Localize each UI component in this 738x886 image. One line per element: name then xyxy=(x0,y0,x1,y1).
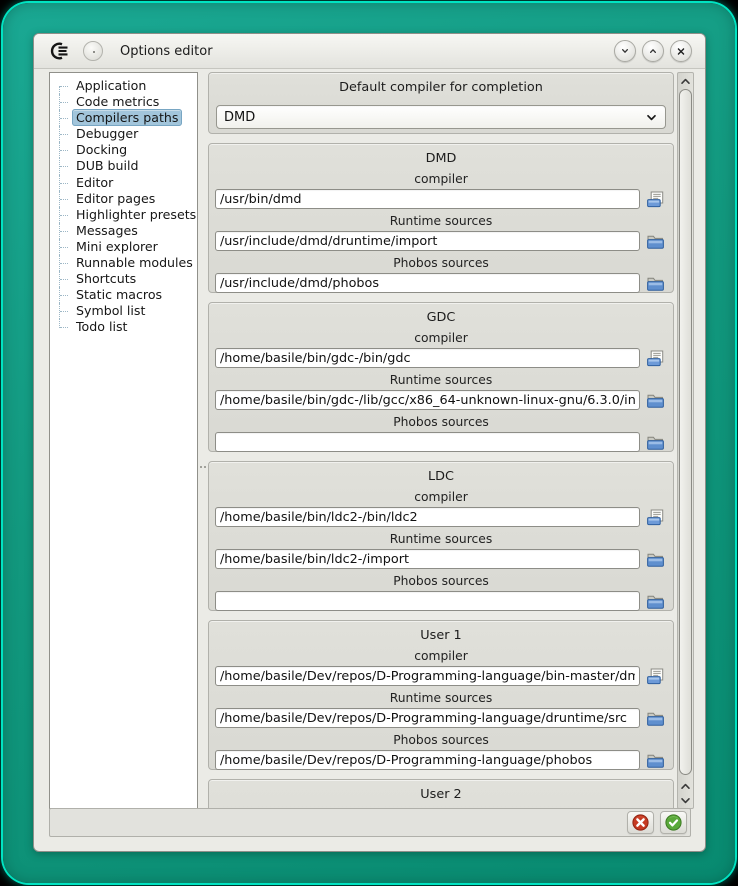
open-folder-icon xyxy=(646,233,665,250)
field-row xyxy=(215,666,667,686)
path-input-runtime-sources[interactable] xyxy=(215,549,640,569)
group-title: LDC xyxy=(428,469,454,484)
panel-splitter[interactable] xyxy=(198,72,208,809)
path-input-compiler[interactable] xyxy=(215,666,640,686)
open-folder-icon xyxy=(646,752,665,769)
field-label-runtime-sources: Runtime sources xyxy=(389,214,493,228)
chevron-down-icon xyxy=(680,796,691,805)
field-row xyxy=(215,390,667,410)
group-gdc xyxy=(208,302,674,452)
path-input-compiler[interactable] xyxy=(215,507,640,527)
open-file-icon xyxy=(646,191,665,208)
browse-folder-button[interactable] xyxy=(643,549,667,569)
group-default-compiler xyxy=(208,72,674,134)
path-input-phobos-sources[interactable] xyxy=(215,750,640,770)
browse-folder-button[interactable] xyxy=(643,273,667,293)
field-label-phobos-sources: Phobos sources xyxy=(393,733,489,747)
sidebar-item-todo-list[interactable] xyxy=(52,319,195,335)
browse-file-button[interactable] xyxy=(643,666,667,686)
path-input-compiler[interactable] xyxy=(215,189,640,209)
chevron-up-icon xyxy=(680,77,691,86)
field-label-phobos-sources: Phobos sources xyxy=(393,256,489,270)
field-row xyxy=(215,348,667,368)
field-label-runtime-sources: Runtime sources xyxy=(389,532,493,546)
sidebar-item-debugger[interactable] xyxy=(52,126,195,142)
open-folder-icon xyxy=(646,392,665,409)
field-label-compiler: compiler xyxy=(414,490,468,504)
options-scroll-area xyxy=(208,72,674,809)
browse-file-button[interactable] xyxy=(643,189,667,209)
window-title: Options editor xyxy=(120,43,213,59)
sidebar-item-label: Messages xyxy=(76,222,138,238)
sidebar-item-code-metrics[interactable] xyxy=(52,94,195,110)
browse-folder-button[interactable] xyxy=(643,432,667,452)
sidebar-item-shortcuts[interactable] xyxy=(52,271,195,287)
group-user-1 xyxy=(208,620,674,770)
vertical-scrollbar[interactable] xyxy=(677,72,694,809)
group-title: Default compiler for completion xyxy=(339,80,543,95)
field-row xyxy=(215,750,667,770)
sidebar-item-runnable-modules[interactable] xyxy=(52,255,195,271)
sidebar-item-highlighter-presets[interactable] xyxy=(52,207,195,223)
sidebar-item-label: Mini explorer xyxy=(76,238,158,254)
group-title: GDC xyxy=(426,310,456,325)
sidebar-item-label: Docking xyxy=(76,142,128,158)
sidebar-item-editor[interactable] xyxy=(52,175,195,191)
scroll-up-secondary-button[interactable] xyxy=(678,779,693,793)
path-input-runtime-sources[interactable] xyxy=(215,231,640,251)
scroll-up-button[interactable] xyxy=(678,74,693,88)
field-label-compiler: compiler xyxy=(414,331,468,345)
shade-up-button[interactable] xyxy=(642,40,664,62)
sidebar-item-mini-explorer[interactable] xyxy=(52,239,195,255)
cross-circle-icon xyxy=(632,814,649,831)
field-label-compiler: compiler xyxy=(414,649,468,663)
chevron-down-icon xyxy=(621,45,629,57)
sidebar-item-docking[interactable] xyxy=(52,142,195,158)
sidebar-item-label: Editor xyxy=(76,174,114,190)
browse-folder-button[interactable] xyxy=(643,591,667,611)
sidebar-item-dub-build[interactable] xyxy=(52,158,195,174)
field-label-runtime-sources: Runtime sources xyxy=(389,691,493,705)
shade-down-button[interactable] xyxy=(614,40,636,62)
browse-folder-button[interactable] xyxy=(643,708,667,728)
sidebar-item-label: Code metrics xyxy=(76,94,160,110)
path-input-compiler[interactable] xyxy=(215,348,640,368)
group-title: User 2 xyxy=(420,787,462,802)
field-row xyxy=(215,591,667,611)
field-label-compiler: compiler xyxy=(414,172,468,186)
categories-tree xyxy=(52,78,195,336)
field-row xyxy=(215,189,667,209)
window-menu-button[interactable] xyxy=(83,41,103,61)
open-folder-icon xyxy=(646,434,665,451)
path-input-phobos-sources[interactable] xyxy=(215,273,640,293)
field-row xyxy=(215,549,667,569)
browse-file-button[interactable] xyxy=(643,507,667,527)
path-input-phobos-sources[interactable] xyxy=(215,591,640,611)
close-icon xyxy=(677,46,685,57)
options-editor-window xyxy=(33,33,706,852)
sidebar-item-label: Shortcuts xyxy=(76,271,137,287)
sidebar-item-label: Editor pages xyxy=(76,190,156,206)
field-row xyxy=(215,273,667,293)
sidebar-item-application[interactable] xyxy=(52,78,195,94)
sidebar-item-messages[interactable] xyxy=(52,223,195,239)
browse-folder-button[interactable] xyxy=(643,390,667,410)
open-file-icon xyxy=(646,668,665,685)
scroll-down-button[interactable] xyxy=(678,793,693,807)
field-row xyxy=(215,432,667,452)
sidebar-item-label: Static macros xyxy=(76,287,163,303)
sidebar-item-static-macros[interactable] xyxy=(52,287,195,303)
field-row xyxy=(215,507,667,527)
coedit-logo-icon xyxy=(47,41,72,61)
browse-file-button[interactable] xyxy=(643,348,667,368)
categories-panel xyxy=(49,72,198,809)
close-button[interactable] xyxy=(670,40,692,62)
field-row xyxy=(215,708,667,728)
cancel-button[interactable] xyxy=(627,811,654,834)
compilers-paths-panel xyxy=(208,72,694,809)
chevron-down-icon xyxy=(645,111,658,124)
group-dmd xyxy=(208,143,674,293)
footer-bar xyxy=(49,808,691,837)
field-label-runtime-sources: Runtime sources xyxy=(389,373,493,387)
sidebar-item-label: Todo list xyxy=(76,319,128,335)
field-label-phobos-sources: Phobos sources xyxy=(393,415,489,429)
browse-folder-button[interactable] xyxy=(643,750,667,770)
sidebar-item-symbol-list[interactable] xyxy=(52,303,195,319)
sidebar-item-label: Highlighter presets xyxy=(76,206,197,222)
group-title: DMD xyxy=(425,151,457,166)
splitter-grip-icon xyxy=(200,466,206,469)
sidebar-item-label: Debugger xyxy=(76,126,139,142)
field-row xyxy=(215,231,667,251)
chevron-up-icon xyxy=(649,45,657,57)
selected-compiler-value: DMD xyxy=(224,109,256,125)
path-input-phobos-sources[interactable] xyxy=(215,432,640,452)
default-compiler-select[interactable] xyxy=(216,105,666,129)
open-file-icon xyxy=(646,350,665,367)
accept-button[interactable] xyxy=(660,811,687,834)
sidebar-item-editor-pages[interactable] xyxy=(52,191,195,207)
sidebar-item-label: Application xyxy=(76,78,147,93)
sidebar-item-label: Compilers paths xyxy=(72,109,182,126)
path-input-runtime-sources[interactable] xyxy=(215,708,640,728)
sidebar-item-label: Runnable modules xyxy=(76,255,193,271)
sidebar-item-label: DUB build xyxy=(76,158,139,174)
title-bar xyxy=(34,34,705,69)
open-folder-icon xyxy=(646,275,665,292)
sidebar-item-compilers-paths[interactable] xyxy=(52,110,195,126)
sidebar-item-label: Symbol list xyxy=(76,303,146,319)
field-label-phobos-sources: Phobos sources xyxy=(393,574,489,588)
browse-folder-button[interactable] xyxy=(643,231,667,251)
group-ldc xyxy=(208,461,674,611)
group-user-2 xyxy=(208,779,674,809)
group-title: User 1 xyxy=(420,628,462,643)
open-folder-icon xyxy=(646,710,665,727)
open-folder-icon xyxy=(646,593,665,610)
open-file-icon xyxy=(646,509,665,526)
open-folder-icon xyxy=(646,551,665,568)
scrollbar-thumb[interactable] xyxy=(679,89,692,775)
chevron-up-icon xyxy=(680,782,691,791)
check-circle-icon xyxy=(665,814,682,831)
path-input-runtime-sources[interactable] xyxy=(215,390,640,410)
